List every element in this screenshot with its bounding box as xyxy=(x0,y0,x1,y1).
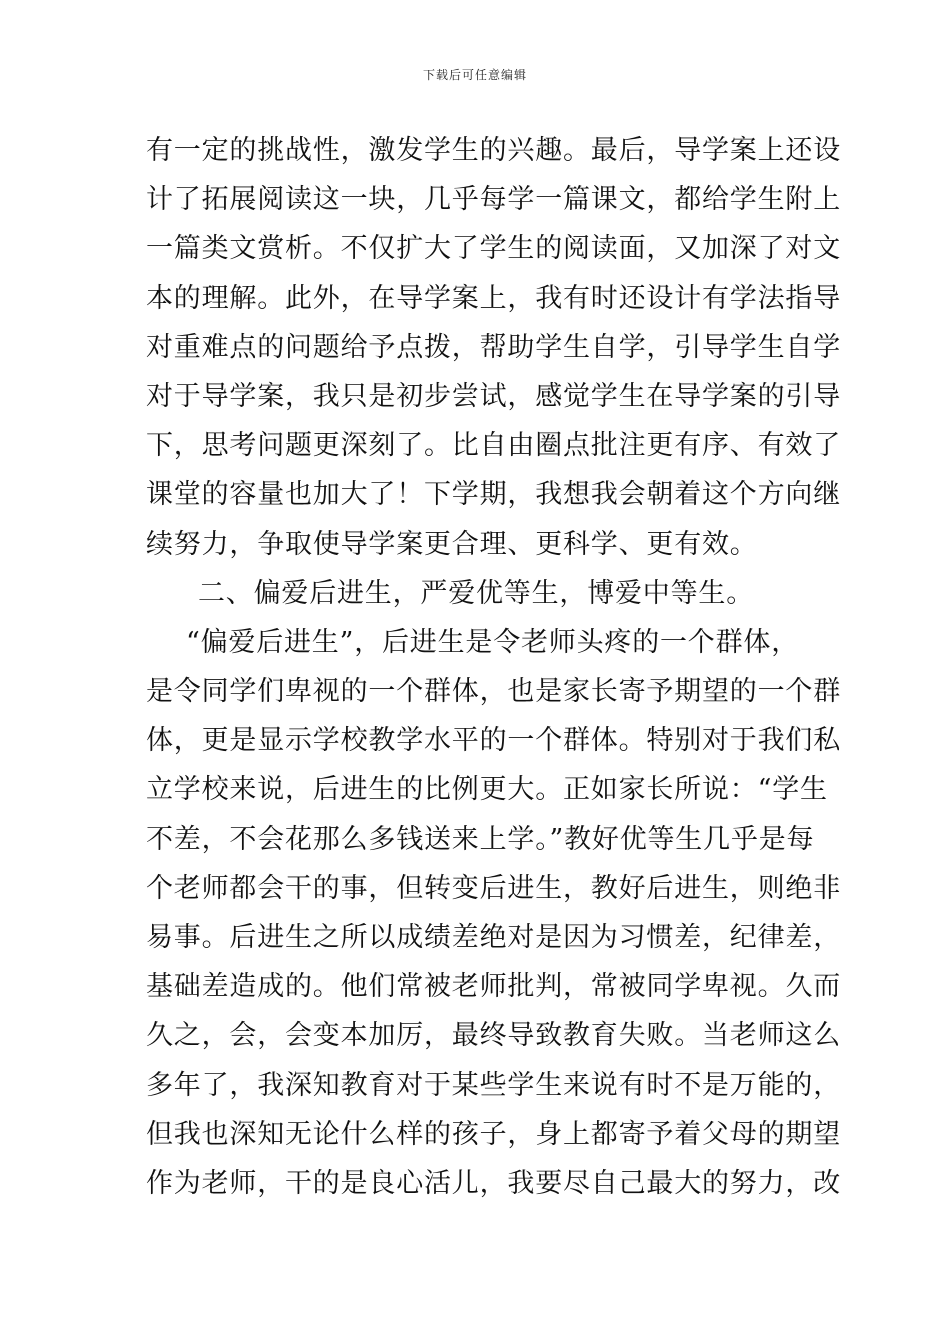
text-line: 一篇类文赏析。不仅扩大了学生的阅读面，又加深了对文 xyxy=(146,233,841,265)
text-line: 有一定的挑战性，激发学生的兴趣。最后，导学案上还设 xyxy=(146,135,841,166)
text-line: 个老师都会干的事，但转变后进生，教好后进生，则绝非 xyxy=(146,872,841,904)
text-line: 下，思考问题更深刻了。比自由圈点批注更有序、有效了 xyxy=(146,430,841,462)
text-line: 体，更是显示学校教学水平的一个群体。特别对于我们私 xyxy=(146,725,841,757)
text-line: 易事。后进生之所以成绩差绝对是因为习惯差，纪律差， xyxy=(146,922,841,953)
text-line: 立学校来说，后进生的比例更大。正如家长所说：“学生 xyxy=(146,774,828,806)
text-line: 是令同学们卑视的一个群体，也是家长寄予期望的一个群 xyxy=(146,676,841,708)
text-line: 对重难点的问题给予点拨，帮助学生自学，引导学生自学 xyxy=(146,331,841,363)
paragraph-first-line: “偏爱后进生”，后进生是令老师头疼的一个群体， xyxy=(186,626,800,658)
text-line: 计了拓展阅读这一块，几乎每学一篇课文，都给学生附上 xyxy=(146,184,841,216)
text-line: 但我也深知无论什么样的孩子，身上都寄予着父母的期望 xyxy=(146,1118,841,1150)
text-line: 多年了，我深知教育对于某些学生来说有时不是万能的， xyxy=(146,1069,841,1101)
text-line: 基础差造成的。他们常被老师批判，常被同学卑视。久而 xyxy=(146,971,841,1003)
text-line: 本的理解。此外，在导学案上，我有时还设计有学法指导 xyxy=(146,282,841,314)
body-text xyxy=(146,126,841,1208)
text-line: 不差，不会花那么多钱送来上学。”教好优等生几乎是每 xyxy=(146,823,815,855)
text-line: 作为老师，干的是良心活儿，我要尽自己最大的努力，改 xyxy=(146,1167,841,1199)
text-line: 久之，会，会变本加厉，最终导致教育失败。当老师这么 xyxy=(146,1020,841,1052)
text-line: 续努力，争取使导学案更合理、更科学、更有效。 xyxy=(146,528,758,560)
text-line: 课堂的容量也加大了！下学期，我想我会朝着这个方向继 xyxy=(146,479,841,511)
text-line: 对于导学案，我只是初步尝试，感觉学生在导学案的引导 xyxy=(146,380,841,412)
section-heading: 二、偏爱后进生，严爱优等生，博爱中等生。 xyxy=(198,577,754,609)
page-header: 下载后可任意编辑 xyxy=(422,68,527,82)
